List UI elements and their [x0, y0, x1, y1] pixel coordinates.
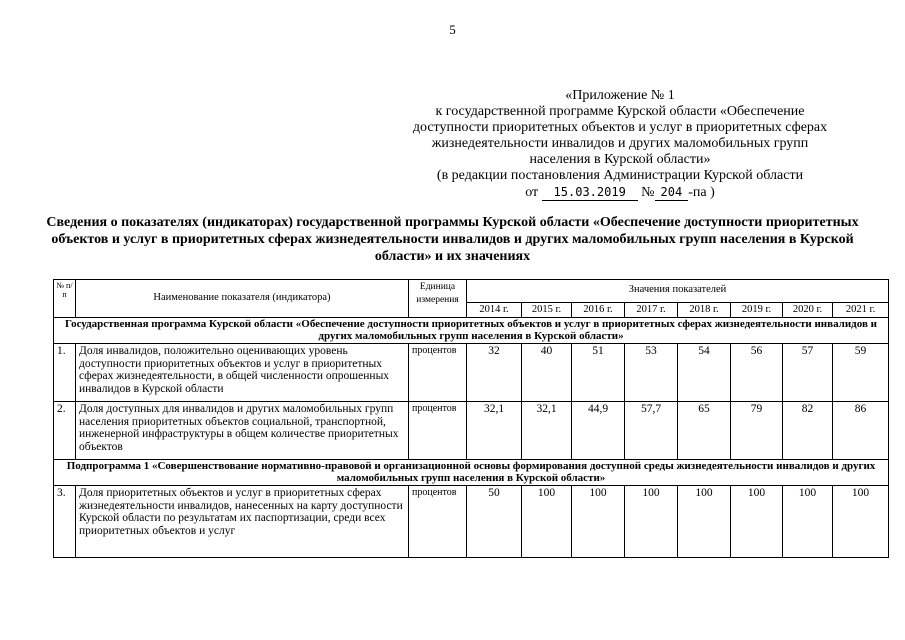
value-cell: 32,1	[522, 402, 572, 460]
value-cell: 100	[783, 486, 833, 558]
value-cell: 57,7	[625, 402, 678, 460]
number-prefix: №	[641, 185, 655, 200]
section-title: Подпрограмма 1 «Совершенствование нормативно-правовой и организационной основы формирования доступной среды жизнедеятельности инвалидов и других маломобильных групп населения в Курской области»	[54, 460, 889, 486]
appendix-header	[380, 88, 860, 201]
value-cell: 100	[731, 486, 783, 558]
header-num: № п/п	[54, 280, 76, 318]
table-header-row	[54, 280, 889, 303]
appendix-date-line	[380, 184, 860, 201]
page-number: 5	[449, 22, 456, 37]
appendix-line-2: к государственной программе Курской области «Обеспечение	[435, 104, 805, 119]
indicator-unit: процентов	[409, 402, 467, 460]
resolution-number: 204	[655, 184, 689, 201]
row-number: 1.	[54, 344, 76, 402]
value-cell: 100	[522, 486, 572, 558]
indicator-unit: процентов	[409, 344, 467, 402]
value-cell: 100	[833, 486, 889, 558]
value-cell: 53	[625, 344, 678, 402]
appendix-line-4: жизнедеятельности инвалидов и других маломобильных групп	[431, 136, 809, 151]
value-cell: 57	[783, 344, 833, 402]
value-cell: 82	[783, 402, 833, 460]
year-cell: 2021 г.	[833, 302, 889, 318]
value-cell: 100	[678, 486, 731, 558]
value-cell: 86	[833, 402, 889, 460]
value-cell: 40	[522, 344, 572, 402]
number-suffix: -па )	[688, 185, 715, 200]
value-cell: 32	[467, 344, 522, 402]
value-cell: 32,1	[467, 402, 522, 460]
section-row	[54, 460, 889, 486]
header-unit: Единица измерения	[409, 280, 467, 318]
value-cell: 65	[678, 402, 731, 460]
value-cell: 56	[731, 344, 783, 402]
year-cell: 2020 г.	[783, 302, 833, 318]
table-row	[54, 344, 889, 402]
section-row	[54, 318, 889, 344]
indicator-unit: процентов	[409, 486, 467, 558]
row-number: 2.	[54, 402, 76, 460]
year-cell: 2017 г.	[625, 302, 678, 318]
table-row	[54, 402, 889, 460]
section-title: Государственная программа Курской области «Обеспечение доступности приоритетных объектов и услуг в приоритетных сферах жизнедеятельности инвалидов и других маломобильных групп населения в Курской области»	[54, 318, 889, 344]
appendix-line-6: (в редакции постановления Администрации Курской области	[436, 168, 804, 183]
resolution-date: 15.03.2019	[542, 184, 638, 201]
header-values: Значения показателей	[467, 280, 889, 303]
year-cell: 2018 г.	[678, 302, 731, 318]
indicator-name: Доля доступных для инвалидов и других маломобильных групп населения приоритетных объектов социальной, транспортной, инженерной инфраструктуры в общем количестве приоритетных объектов	[76, 402, 409, 460]
appendix-line-3: доступности приоритетных объектов и услуг в приоритетных сферах	[412, 120, 828, 135]
value-cell: 100	[572, 486, 625, 558]
value-cell: 51	[572, 344, 625, 402]
appendix-line-5: населения в Курской области»	[529, 152, 711, 167]
year-cell: 2019 г.	[731, 302, 783, 318]
value-cell: 79	[731, 402, 783, 460]
indicator-name: Доля приоритетных объектов и услуг в приоритетных сферах жизнедеятельности инвалидов, нанесенных на карту доступности Курской области по результатам их паспортизации, среди всех приоритетных объектов и услуг	[76, 486, 409, 558]
value-cell: 59	[833, 344, 889, 402]
value-cell: 100	[625, 486, 678, 558]
indicator-name: Доля инвалидов, положительно оценивающих уровень доступности приоритетных объектов и услуг в приоритетных сферах жизнедеятельности, в общей численности опрошенных инвалидов в Курской области	[76, 344, 409, 402]
year-cell: 2014 г.	[467, 302, 522, 318]
document-title: Сведения о показателях (индикаторах) государственной программы Курской области «Обеспечение доступности приоритетных объектов и услуг в приоритетных сферах жизнедеятельности инвалидов и других маломобильных групп населения в Курской области» и их значениях	[46, 215, 859, 264]
date-prefix: от	[525, 185, 539, 200]
header-name: Наименование показателя (индикатора)	[76, 280, 409, 318]
row-number: 3.	[54, 486, 76, 558]
table-row	[54, 486, 889, 558]
appendix-line-1: «Приложение № 1	[565, 88, 675, 103]
value-cell: 54	[678, 344, 731, 402]
value-cell: 44,9	[572, 402, 625, 460]
value-cell: 50	[467, 486, 522, 558]
year-cell: 2015 г.	[522, 302, 572, 318]
indicators-table	[53, 279, 889, 558]
year-cell: 2016 г.	[572, 302, 625, 318]
